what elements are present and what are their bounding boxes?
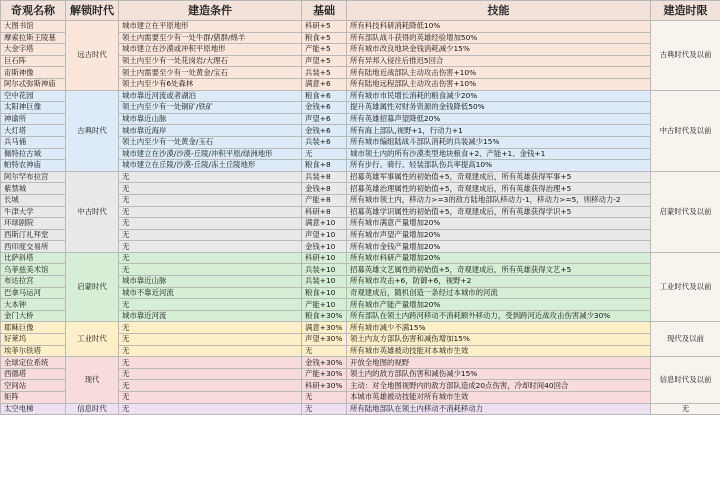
build-condition: 领土内至少有6处森林	[119, 78, 302, 90]
table-row	[1, 90, 720, 102]
wonder-name: 金门大桥	[1, 310, 66, 322]
unlock-era: 信息时代	[66, 403, 119, 415]
base-yield: 粮食+8	[302, 160, 347, 172]
build-condition: 领土内至少有一处铜矿/铁矿	[119, 102, 302, 114]
unlock-era: 现代	[66, 357, 119, 403]
base-yield: 粮食+6	[302, 90, 347, 102]
wonder-name: 埃菲尔铁塔	[1, 345, 66, 357]
wonder-skill: 所有步行、骑行、轻装部队伤兵率提高10%	[347, 160, 651, 172]
header-limit: 建造时限	[651, 1, 720, 21]
header-base: 基础	[302, 1, 347, 21]
wonder-name: 佩特拉古城	[1, 148, 66, 160]
base-yield: 声望+5	[302, 55, 347, 67]
wonder-skill: 领土内友方部队伤害和减伤增加15%	[347, 334, 651, 346]
base-yield: 科研+5	[302, 21, 347, 33]
build-time-limit: 启蒙时代及以前	[651, 171, 720, 252]
base-yield: 科研+8	[302, 206, 347, 218]
base-yield: 产能+10	[302, 299, 347, 311]
wonder-name: 环球剧院	[1, 218, 66, 230]
wonder-name: 长城	[1, 194, 66, 206]
wonder-name: 帕特农神庙	[1, 160, 66, 172]
base-yield: 粮食+30%	[302, 310, 347, 322]
base-yield: 声望+10	[302, 229, 347, 241]
build-condition: 无	[119, 392, 302, 404]
wonder-skill: 所有城市英雄被动技能对本城市生效	[347, 345, 651, 357]
wonder-skill: 主动：对全地图视野内的敌方部队造成20点伤害，冷却时间40回合	[347, 380, 651, 392]
wonder-skill: 所有城市产能产量增加20%	[347, 299, 651, 311]
build-condition: 城市靠近山脉	[119, 113, 302, 125]
wonder-name: 西德塔	[1, 368, 66, 380]
wonder-name: 大本钟	[1, 299, 66, 311]
base-yield: 兵装+6	[302, 136, 347, 148]
build-condition: 无	[119, 368, 302, 380]
wonder-name: 太空电梯	[1, 403, 66, 415]
wonder-name: 空间站	[1, 380, 66, 392]
wonder-skill: 招募英雄文艺属性的初始值+5，奇观建成后，所有英雄获得文艺+5	[347, 264, 651, 276]
wonder-name: 阿尔忒弥斯神庙	[1, 78, 66, 90]
build-time-limit: 古典时代及以前	[651, 21, 720, 91]
build-condition: 无	[119, 380, 302, 392]
build-time-limit: 信息时代及以前	[651, 357, 720, 403]
wonder-name: 耶稣巨像	[1, 322, 66, 334]
build-condition: 无	[119, 241, 302, 253]
base-yield: 金钱+8	[302, 183, 347, 195]
build-time-limit: 工业时代及以前	[651, 252, 720, 322]
build-condition: 城市不靠近河流	[119, 287, 302, 299]
wonder-skill: 所有城市科研产量增加20%	[347, 252, 651, 264]
build-condition: 领土内至少有一处花岗岩/大理石	[119, 55, 302, 67]
base-yield: 满意+6	[302, 78, 347, 90]
build-condition: 城市靠近河流	[119, 310, 302, 322]
table-row	[1, 403, 720, 415]
build-condition: 无	[119, 229, 302, 241]
wonder-skill: 所有城市编组陆战斗部队消耗的兵装减少15%	[347, 136, 651, 148]
header-condition: 建造条件	[119, 1, 302, 21]
build-condition: 无	[119, 345, 302, 357]
wonder-skill: 所有城市攻击+6，防御+6，视野+2	[347, 276, 651, 288]
wonder-name: 西印度交易所	[1, 241, 66, 253]
build-condition: 无	[119, 357, 302, 369]
wonder-name: 布达拉宫	[1, 276, 66, 288]
build-condition: 无	[119, 264, 302, 276]
wonder-skill: 所有科技科研消耗降低10%	[347, 21, 651, 33]
base-yield: 金钱+6	[302, 125, 347, 137]
header-name: 奇观名称	[1, 1, 66, 21]
wonder-skill: 所有城市声望产量增加20%	[347, 229, 651, 241]
wonder-name: 大金字塔	[1, 44, 66, 56]
unlock-era: 中古时代	[66, 171, 119, 252]
wonder-skill: 所有城市市民增长消耗的粮食减少20%	[347, 90, 651, 102]
unlock-era: 古典时代	[66, 90, 119, 171]
unlock-era: 工业时代	[66, 322, 119, 357]
base-yield: 无	[302, 345, 347, 357]
base-yield: 声望+30%	[302, 334, 347, 346]
wonder-skill: 所有陆地远程部队主动攻击伤害+10%	[347, 78, 651, 90]
wonder-skill: 所有部队战斗获得的英雄经验增加50%	[347, 32, 651, 44]
wonder-skill: 提升英雄属性对财务资源的金钱降低50%	[347, 102, 651, 114]
base-yield: 无	[302, 403, 347, 415]
build-condition: 无	[119, 194, 302, 206]
wonder-skill: 领土内的敌方部队伤害和减伤减少15%	[347, 368, 651, 380]
build-condition: 无	[119, 299, 302, 311]
wonder-name: 乌菲兹美术馆	[1, 264, 66, 276]
wonder-name: 空中花园	[1, 90, 66, 102]
build-time-limit: 无	[651, 403, 720, 415]
wonder-skill: 所有城市减少不满15%	[347, 322, 651, 334]
base-yield: 金钱+6	[302, 102, 347, 114]
build-condition: 无	[119, 218, 302, 230]
build-time-limit: 中古时代及以前	[651, 90, 720, 171]
base-yield: 兵装+10	[302, 276, 347, 288]
build-condition: 城市建立在平原地形	[119, 21, 302, 33]
wonder-name: 牛津大学	[1, 206, 66, 218]
build-condition: 城市建立在沙漠/沙漠-丘陵/冲积平原/绿洲地形	[119, 148, 302, 160]
wonder-skill: 所有城市金钱产量增加20%	[347, 241, 651, 253]
wonder-skill: 开放全地图的视野	[347, 357, 651, 369]
build-condition: 领土内需要至少有一处黄金/宝石	[119, 67, 302, 79]
wonder-name: 神谕所	[1, 113, 66, 125]
wonder-skill: 所有英雄招募声望降低20%	[347, 113, 651, 125]
wonder-name: 紫禁城	[1, 183, 66, 195]
wonder-name: 太阳神巨像	[1, 102, 66, 114]
wonder-name: 兵马俑	[1, 136, 66, 148]
wonder-skill: 所有异邦入侵往后推迟5回合	[347, 55, 651, 67]
table-row	[1, 357, 720, 369]
build-condition: 城市靠近海岸	[119, 125, 302, 137]
base-yield: 产能+30%	[302, 368, 347, 380]
build-time-limit: 现代及以前	[651, 322, 720, 357]
wonder-skill: 所有城市领土内，移动力>=3的敌方陆地部队移动力-1，移动力>=5，则移动力-2	[347, 194, 651, 206]
base-yield: 兵装+5	[302, 67, 347, 79]
wonder-name: 西斯汀礼拜堂	[1, 229, 66, 241]
wonder-skill: 招募英雄学识属性的初始值+5，奇观建成后，所有英雄获得学识+5	[347, 206, 651, 218]
build-condition: 城市建立在丘陵/沙漠-丘陵/冻土丘陵地形	[119, 160, 302, 172]
wonder-skill: 招募英雄军事属性的初始值+5，奇观建成后，所有英雄获得军事+5	[347, 171, 651, 183]
wonder-name: 矩阵	[1, 392, 66, 404]
base-yield: 粮食+5	[302, 32, 347, 44]
base-yield: 产能+8	[302, 194, 347, 206]
wonder-skill: 本城市英雄被动技能对所有城市生效	[347, 392, 651, 404]
wonder-name: 摩索拉斯王陵墓	[1, 32, 66, 44]
build-condition: 无	[119, 322, 302, 334]
build-condition: 无	[119, 206, 302, 218]
wonder-name: 宙斯神像	[1, 67, 66, 79]
build-condition: 无	[119, 403, 302, 415]
build-condition: 城市靠近河流或者湖泊	[119, 90, 302, 102]
build-condition: 无	[119, 252, 302, 264]
build-condition: 无	[119, 171, 302, 183]
table-row	[1, 171, 720, 183]
unlock-era: 远古时代	[66, 21, 119, 91]
wonder-name: 大灯塔	[1, 125, 66, 137]
build-condition: 无	[119, 183, 302, 195]
wonder-skill: 所有城市满意产量增加20%	[347, 218, 651, 230]
wonder-skill: 所有部队在领土内跨河移动不消耗额外移动力，受到跨河近战攻击伤害减少30%	[347, 310, 651, 322]
base-yield: 金钱+10	[302, 241, 347, 253]
wonder-name: 巨石阵	[1, 55, 66, 67]
wonder-skill: 招募英雄治理属性的初始值+5，奇观建成后，所有英雄获得治理+5	[347, 183, 651, 195]
header-skill: 技能	[347, 1, 651, 21]
wonder-name: 比萨斜塔	[1, 252, 66, 264]
wonder-skill: 所有陆地近战部队主动攻击伤害+10%	[347, 67, 651, 79]
wonder-name: 大图书馆	[1, 21, 66, 33]
wonder-name: 全球定位系统	[1, 357, 66, 369]
wonder-skill: 所有陆地部队在领土内移动不消耗移动力	[347, 403, 651, 415]
wonder-skill: 奇观建成后，随机创造一条经过本城市的河流	[347, 287, 651, 299]
wonder-skill: 城市领土内的所有沙漠类型地块粮食+2、产能+1、金钱+1	[347, 148, 651, 160]
base-yield: 兵装+8	[302, 171, 347, 183]
base-yield: 满意+10	[302, 218, 347, 230]
base-yield: 兵装+10	[302, 264, 347, 276]
build-condition: 城市建立在沙漠或冲积平原地形	[119, 44, 302, 56]
wonder-skill: 所有海上部队,视野+1，行动力+1	[347, 125, 651, 137]
build-condition: 城市靠近山脉	[119, 276, 302, 288]
base-yield: 粮食+10	[302, 287, 347, 299]
wonder-name: 阿尔罕布拉宫	[1, 171, 66, 183]
header-era: 解锁时代	[66, 1, 119, 21]
table-row	[1, 21, 720, 33]
wonder-name: 好莱坞	[1, 334, 66, 346]
base-yield: 无	[302, 148, 347, 160]
base-yield: 声望+6	[302, 113, 347, 125]
base-yield: 产能+5	[302, 44, 347, 56]
wonder-skill: 所有城市改良地块金钱消耗减少15%	[347, 44, 651, 56]
unlock-era: 启蒙时代	[66, 252, 119, 322]
table-row	[1, 322, 720, 334]
base-yield: 无	[302, 392, 347, 404]
base-yield: 金钱+30%	[302, 357, 347, 369]
wonder-name: 巴拿马运河	[1, 287, 66, 299]
build-condition: 无	[119, 334, 302, 346]
build-condition: 领土内需要至少有一处牛群/猪群/绵羊	[119, 32, 302, 44]
table-body	[1, 21, 720, 415]
build-condition: 领土内至少有一处黄金/玉石	[119, 136, 302, 148]
header-row	[1, 1, 720, 21]
base-yield: 满意+30%	[302, 322, 347, 334]
base-yield: 科研+10	[302, 252, 347, 264]
table-row	[1, 252, 720, 264]
base-yield: 科研+30%	[302, 380, 347, 392]
